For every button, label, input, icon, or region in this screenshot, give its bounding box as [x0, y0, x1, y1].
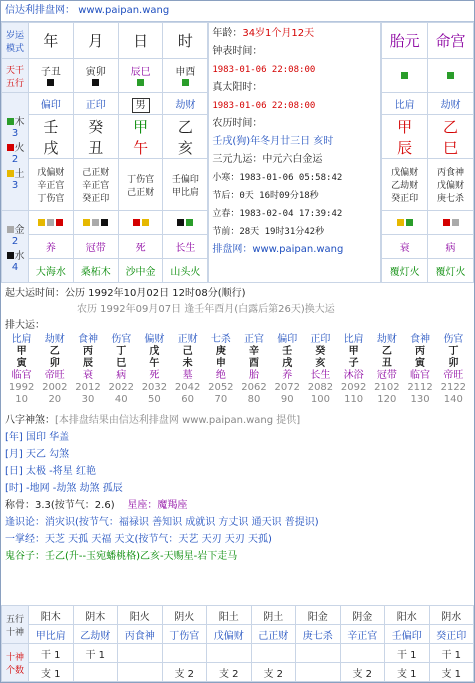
sanyuan: 三元九运：中元六白金运 — [212, 154, 323, 165]
footer-zhi-2 — [118, 663, 163, 682]
dayun-stages-4: 死 — [149, 370, 160, 381]
site-link[interactable]: 排盘网：www.paipan.wang — [212, 244, 344, 255]
footer-wx-4: 阳土 — [207, 606, 252, 625]
dayun-years-1: 2002 — [42, 382, 68, 393]
dayun-stages-8: 养 — [282, 370, 293, 381]
ss-year: [年] 国印 华盖 — [5, 432, 70, 443]
lunar-value: 壬戌(狗)年冬月廿三日 亥时 — [212, 136, 334, 147]
shensha-section: 八字神煞：[本排盘结果由信达利排盘网 www.paipan.wang 提供] [年] 国印 华盖 [月] 天乙 勾煞 [日] 太极 -将星 红艳 [时] -地网 -劫煞 劫煞 孤辰 称骨：3.3(按节气：2.6) 星座：魔羯座 逢识论：消灾识(按节气：福禄识 善知识 成就识 方丈识 通天识 普提识) 一掌经：天芝 天孤 天福 天文(按节气：天艺 天刃 天刃 天孤) 鬼谷子：壬乙(升--玉宛蟠桃格)乙亥-天赐星-岩下走马 — [1, 409, 474, 568]
dayun-gods-2: 食神 — [78, 334, 98, 345]
footer-zhi-5: 支 2 — [251, 663, 296, 682]
footer-wx-6: 阳金 — [296, 606, 341, 625]
footer-zhi-7: 支 2 — [340, 663, 385, 682]
footer-wx-5: 阴土 — [251, 606, 296, 625]
dayun-years-5: 2042 — [174, 382, 201, 393]
ss-guigu: 鬼谷子：壬乙(升--玉宛蟠桃格)乙亥-天赐星-岩下走马 — [5, 551, 238, 562]
dayun-years-2: 2012 — [75, 382, 101, 393]
header-title: 信达利排盘网： — [5, 5, 75, 16]
kong-year: 子丑 — [29, 59, 74, 93]
dayun-gods-6: 七杀 — [210, 334, 231, 345]
god-month: 正印 — [73, 93, 118, 115]
footer-god-0: 甲比肩 — [29, 625, 74, 644]
footer-god-5: 己正财 — [251, 625, 296, 644]
dayun-branches-6: 申 — [215, 358, 226, 369]
kong-month: 寅卯 — [73, 59, 118, 93]
ss-yizhang: 一掌经：天芝 天孤 天福 天文(按节气：天艺 天刃 天刃 天孤) — [5, 534, 272, 545]
footer-god-9: 癸正印 — [429, 625, 474, 644]
dayun-stems-13: 丁 — [448, 346, 459, 357]
dayun-stems-10: 甲 — [348, 346, 359, 357]
dayun-stems-6: 庚 — [215, 346, 226, 357]
footer-god-1: 乙劫财 — [73, 625, 118, 644]
dayun-gods-7: 正官 — [244, 334, 265, 345]
dayun-gods-3: 伤官 — [111, 334, 132, 345]
dayun-gods-8: 偏印 — [277, 334, 298, 345]
dayun-gods-1: 劫财 — [44, 334, 65, 345]
dayun-years-8: 2072 — [274, 382, 300, 393]
dayun-branches-4: 午 — [149, 358, 160, 369]
ss-fengji: 逢识论：消灾识(按节气：福禄识 善知识 成就识 方丈识 通天识 普提识) — [5, 517, 319, 528]
dayun-years-10: 2092 — [340, 382, 367, 393]
dayun-stages-2: 衰 — [83, 370, 93, 381]
dayun-gods-12: 食神 — [410, 334, 431, 345]
dayun-ages-13: 140 — [443, 394, 463, 405]
dayun-stems-8: 壬 — [282, 346, 293, 357]
dayun-gods-11: 劫财 — [376, 334, 397, 345]
dayun-stems-4: 戊 — [149, 346, 160, 357]
dots-month — [73, 211, 118, 235]
footer-wx-2: 阳火 — [118, 606, 163, 625]
footer-zhi-0: 支 1 — [29, 663, 74, 682]
nayin-month: 桑柘木 — [73, 259, 118, 283]
info-panel: 年龄：34岁1个月12天 钟表时间： 1983-01-06 22:08:00 真太阳时： 1983-01-06 22:08:00 农历时间： 壬戌(狗)年冬月廿三日 亥时 三元九运：中元六白金运 小寒：1983-01-06 05:58:42 节后：0天 16时09分18秒 立春：1983-02-04 17:39:42 节前：28天 19时31分42秒 排盘网：www.paipan.wang — [208, 22, 381, 283]
nayin-hour: 山头火 — [163, 259, 208, 283]
dayun-branches-0: 寅 — [16, 358, 27, 369]
footer-god-7: 辛正官 — [340, 625, 385, 644]
dayun-years-13: 2122 — [440, 382, 467, 393]
gz-year: 壬 戌 — [29, 115, 74, 159]
tgwx-label: 天干五行 — [2, 59, 29, 93]
hidden-month: 己正财 辛正官 癸正印 — [73, 159, 118, 211]
dayun-ages-3: 40 — [114, 394, 128, 405]
god-day: 男 — [118, 93, 163, 115]
dayun-stages-0: 临官 — [11, 370, 32, 381]
age-value: 34岁1个月12天 — [242, 28, 315, 39]
dayun-stages-12: 临官 — [410, 370, 431, 381]
dayun-stages-7: 胎 — [249, 370, 260, 381]
dayun-ages-5: 60 — [181, 394, 194, 405]
dayun-years-4: 2032 — [141, 382, 168, 393]
dayun-stems-5: 己 — [182, 346, 193, 357]
footer-gan-7 — [340, 644, 385, 663]
gz-month: 癸 丑 — [73, 115, 118, 159]
ss-day: [日] 太极 -将星 红艳 — [5, 466, 96, 477]
god-hour: 劫财 — [163, 93, 208, 115]
dayun-stems-0: 甲 — [16, 346, 27, 357]
dayun-stems-11: 乙 — [381, 346, 392, 357]
dayun-years-7: 2062 — [241, 382, 267, 393]
header — [1, 1, 474, 22]
footer-wx-3: 阴火 — [162, 606, 207, 625]
stage-day: 死 — [118, 235, 163, 259]
ss-month: [月] 天乙 勾煞 — [5, 449, 70, 460]
dayun-ages-11: 120 — [377, 394, 397, 405]
dayun-years-0: 1992 — [8, 382, 35, 393]
footer-god-4: 戊偏财 — [207, 625, 252, 644]
dayun-ages-8: 90 — [280, 394, 294, 405]
dayun-stems-7: 辛 — [249, 346, 260, 357]
footer-table: 五行十神 阳木 阴木 阳火 阴火 阳土 阴土 阳金 阴金 阳水 阴水 甲比肩 乙劫财 丙食神 丁伤官 戊偏财 己正财 庚七杀 辛正官 壬偏印 癸正印 十神个数 干 1 干 1 干 1 干 1 支 1 支 2 支 2 支 2 支 2 支 1 支 1 — [1, 605, 474, 682]
dayun-ages-2: 30 — [81, 394, 95, 405]
kong-day: 辰巳 — [118, 59, 163, 93]
hidden-day: 丁伤官 己正财 — [118, 159, 163, 211]
footer-gan-5 — [251, 644, 296, 663]
dayun-branches-5: 未 — [182, 358, 193, 369]
right-table: 胎元 命宫 比肩 劫财 甲 辰 乙 巳 戊偏财 乙劫财 癸正印 丙食神 戊偏财 庚七杀 衰 病 覆灯火 覆灯火 — [381, 22, 474, 283]
dayun-stems-9: 癸 — [315, 346, 326, 357]
hidden-hour: 壬偏印 甲比肩 — [163, 159, 208, 211]
footer-gan-2 — [118, 644, 163, 663]
dayun-stages-10: 沐浴 — [343, 370, 364, 381]
dayun-years-6: 2052 — [208, 382, 234, 393]
dayun-branches-12: 寅 — [415, 358, 426, 369]
header-day: 日 — [118, 23, 163, 59]
dayun-branches-1: 卯 — [49, 358, 60, 369]
footer-zhi-3: 支 2 — [162, 663, 207, 682]
dayun-ages-1: 20 — [48, 394, 62, 405]
footer-zhi-1 — [73, 663, 118, 682]
dayun-title: 排大运： — [5, 320, 45, 331]
jieqi-1: 小寒：1983-01-06 05:58:42 — [212, 173, 343, 183]
dayun-stems-2: 丙 — [83, 346, 93, 357]
dayun-ages-7: 80 — [247, 394, 261, 405]
dayun-branches-2: 辰 — [83, 358, 93, 369]
dayun-stems-3: 丁 — [116, 346, 127, 357]
dayun-stages-1: 帝旺 — [44, 370, 65, 381]
dayun-line-1: 起大运时间：公历 1992年10月02日 12时08分(顺行) — [5, 288, 246, 299]
dayun-line-2: 农历 1992年09月07日 逢壬年酉月(白露后第26天)换大运 — [77, 304, 335, 315]
dots-hour — [163, 211, 208, 235]
header-url[interactable]: www.paipan.wang — [78, 5, 170, 16]
dayun-stages-6: 绝 — [215, 370, 226, 381]
gz-hour: 乙 亥 — [163, 115, 208, 159]
jieqi-2-before: 节前：28天 19时31分42秒 — [212, 227, 325, 237]
dayun-gods-9: 正印 — [310, 334, 331, 345]
dayun-branches-10: 子 — [348, 358, 359, 369]
dayun-section — [1, 283, 474, 409]
dayun-ages-10: 110 — [344, 394, 364, 405]
footer-wx-9: 阴水 — [429, 606, 474, 625]
jieqi-2: 立春：1983-02-04 17:39:42 — [212, 209, 343, 219]
dayun-stages-11: 冠带 — [376, 370, 397, 381]
top-area — [1, 22, 474, 283]
wx-col-1: 木 3 火 2 土 3 — [2, 93, 29, 211]
dayun-years-11: 2102 — [374, 382, 400, 393]
dots-year — [29, 211, 74, 235]
mode-label: 岁运模式 — [2, 23, 29, 59]
stage-hour: 长生 — [163, 235, 208, 259]
pillars-table — [1, 22, 208, 283]
dayun-ages-9: 100 — [310, 394, 330, 405]
nayin-day: 沙中金 — [118, 259, 163, 283]
kong-hour: 申酉 — [163, 59, 208, 93]
dayun-stems-12: 丙 — [415, 346, 426, 357]
footer-gan-4 — [207, 644, 252, 663]
footer-gan-1: 干 1 — [73, 644, 118, 663]
footer-wx-8: 阳水 — [385, 606, 430, 625]
dayun-branches-7: 酉 — [249, 358, 260, 369]
dayun-years-3: 2022 — [108, 382, 134, 393]
dayun-branches-3: 巳 — [116, 358, 127, 369]
dots-day — [118, 211, 163, 235]
dayun-gods-10: 比肩 — [343, 334, 364, 345]
dayun-branches-9: 亥 — [315, 358, 326, 369]
jieqi-1-after: 节后：0天 16时09分18秒 — [212, 191, 319, 201]
header-month: 月 — [73, 23, 118, 59]
footer-wx-7: 阴金 — [340, 606, 385, 625]
header-year: 年 — [29, 23, 74, 59]
footer-zhi-9: 支 1 — [429, 663, 474, 682]
god-year: 偏印 — [29, 93, 74, 115]
solar-value: 1983-01-06 22:08:00 — [212, 101, 316, 111]
footer-gan-9: 干 1 — [429, 644, 474, 663]
dayun-stages-13: 帝旺 — [443, 370, 464, 381]
footer-gan-3 — [162, 644, 207, 663]
gz-day: 甲 午 — [118, 115, 163, 159]
dayun-ages-12: 130 — [410, 394, 430, 405]
dayun-gods-13: 伤官 — [443, 334, 464, 345]
footer-god-6: 庚七杀 — [296, 625, 341, 644]
dayun-branches-13: 卯 — [448, 358, 459, 369]
footer-wx-0: 阳木 — [29, 606, 74, 625]
stage-year: 养 — [29, 235, 74, 259]
dayun-years-12: 2112 — [407, 382, 433, 393]
header-hour: 时 — [163, 23, 208, 59]
dayun-years-9: 2082 — [307, 382, 334, 393]
dayun-gods-0: 比肩 — [11, 334, 32, 345]
dayun-branches-8: 戌 — [282, 358, 293, 369]
footer-gan-8: 干 1 — [385, 644, 430, 663]
dayun-ages-0: 10 — [15, 394, 28, 405]
footer-zhi-8: 支 1 — [385, 663, 430, 682]
clock-value: 1983-01-06 22:08:00 — [212, 65, 316, 75]
ss-hour: [时] -地网 -劫煞 劫煞 孤辰 — [5, 483, 123, 494]
footer-wx-1: 阴木 — [73, 606, 118, 625]
footer-zhi-4: 支 2 — [207, 663, 252, 682]
wx-col-2: 金 2 水 4 — [2, 211, 29, 283]
dayun-gods-5: 正财 — [177, 334, 198, 345]
dayun-stems-1: 乙 — [49, 346, 60, 357]
dayun-ages-6: 70 — [214, 394, 228, 405]
stage-month: 冠带 — [73, 235, 118, 259]
footer-zhi-6 — [296, 663, 341, 682]
dayun-ages-4: 50 — [148, 394, 161, 405]
footer-gan-0: 干 1 — [29, 644, 74, 663]
hidden-year: 戊偏财 辛正官 丁伤官 — [29, 159, 74, 211]
footer-god-8: 壬偏印 — [385, 625, 430, 644]
dayun-table — [5, 334, 470, 406]
footer-god-2: 丙食神 — [118, 625, 163, 644]
dayun-stages-3: 病 — [116, 370, 127, 381]
footer-gan-6 — [296, 644, 341, 663]
nayin-year: 大海水 — [29, 259, 74, 283]
footer-god-3: 丁伤官 — [162, 625, 207, 644]
dayun-stages-5: 墓 — [182, 370, 193, 381]
dayun-gods-4: 偏财 — [144, 334, 165, 345]
dayun-branches-11: 丑 — [381, 358, 392, 369]
dayun-stages-9: 长生 — [310, 370, 331, 381]
